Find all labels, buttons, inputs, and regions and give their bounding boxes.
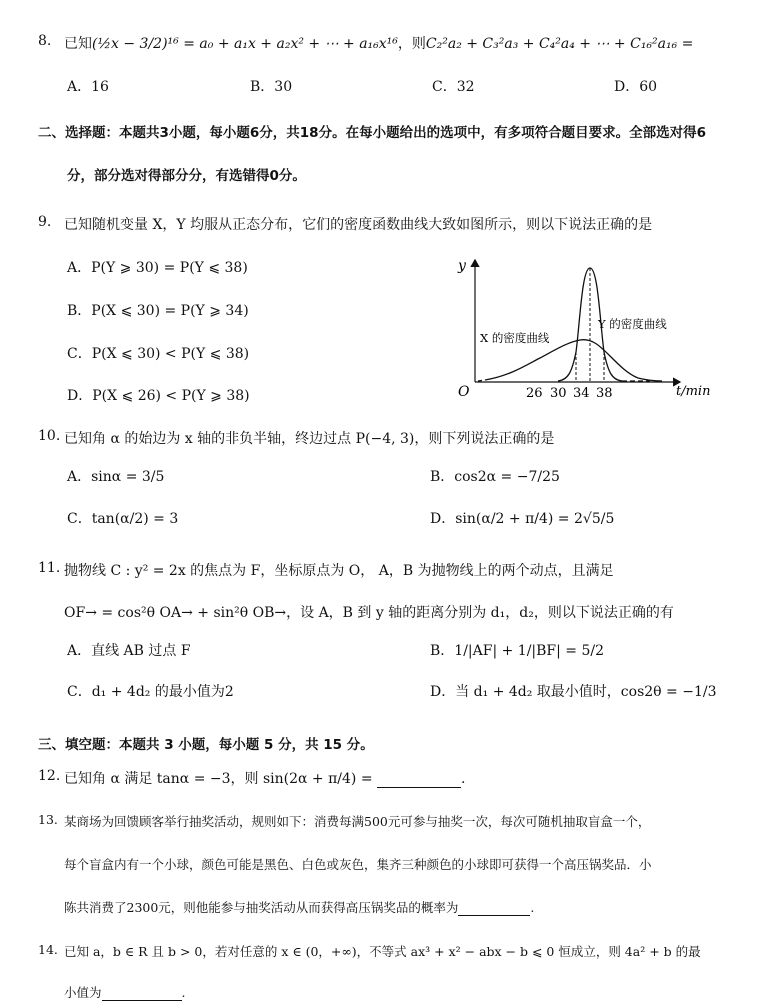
q13-line2: 每个盲盒内有一个小球，颜色可能是黑色、白色或灰色，集齐三种颜色的小球即可获得一个高压锅奖品．小	[64, 857, 652, 872]
q8-number: 8.	[38, 33, 52, 49]
section2-heading-line2: 分，部分选对得部分分，有选错得0分。	[67, 168, 306, 184]
q12-answer-blank[interactable]	[377, 771, 461, 788]
q14-tail: .	[181, 985, 186, 1000]
q8-stem	[64, 33, 693, 53]
tick-26: 26	[526, 386, 543, 401]
q13-tail: .	[530, 900, 535, 915]
q13-answer-blank[interactable]	[458, 900, 530, 916]
q12-tail: .	[461, 771, 466, 787]
q12-number: 12.	[38, 768, 61, 784]
section3-heading: 三、填空题：本题共 3 小题，每小题 5 分，共 15 分。	[38, 737, 374, 753]
q14-line2	[64, 983, 186, 1001]
q8-option-c: C．32	[432, 79, 475, 95]
q9-density-figure	[440, 252, 740, 404]
q9-option-b: B．P(X ⩽ 30) = P(Y ⩾ 34)	[67, 303, 249, 319]
x-axis-label: t/min	[676, 384, 711, 399]
q10-stem: 已知角 α 的始边为 x 轴的非负半轴，终边过点 P(−4, 3)，则下列说法正确的是	[64, 431, 555, 447]
q11-option-a: A．直线 AB 过点 F	[67, 643, 191, 659]
q14-line1: 已知 a，b ∈ R 且 b > 0，若对任意的 x ∈ (0，+∞)，不等式 ax³ + x² − abx − b ⩽ 0 恒成立，则 4a² + b 的最	[64, 944, 701, 959]
x-curve-label: X 的密度曲线	[480, 331, 550, 345]
q14-line2-text: 小值为	[64, 985, 102, 1000]
q14-answer-blank[interactable]	[102, 985, 182, 1001]
x-density-curve-tail	[478, 380, 485, 381]
q9-option-a: A．P(Y ⩾ 30) = P(Y ⩽ 38)	[67, 260, 248, 276]
q13-number: 13.	[38, 812, 58, 827]
tick-38: 38	[596, 386, 613, 401]
section2-heading-line1: 二、选择题：本题共3小题，每小题6分，共18分。在每小题给出的选项中，有多项符合题目要求。全部选对得6	[38, 125, 706, 141]
q10-option-a: A．sinα = 3/5	[67, 469, 165, 485]
y-axis-label: y	[458, 258, 466, 274]
q8-stem-lead: 已知	[64, 36, 92, 52]
q13-line3-text: 陈共消费了2300元，则他能参与抽奖活动从而获得高压锅奖品的概率为	[64, 900, 459, 915]
q10-option-d: D．sin(α/2 + π/4) = 2√5/5	[430, 511, 615, 527]
q11-stem-2: OF→ = cos²θ OA→ + sin²θ OB→，设 A，B 到 y 轴的距离分别为 d₁，d₂，则以下说法正确的有	[64, 605, 674, 621]
q13-line3	[64, 898, 534, 916]
q9-number: 9.	[38, 214, 52, 230]
tick-30: 30	[550, 386, 567, 401]
q11-stem: 抛物线 C : y² = 2x 的焦点为 F，坐标原点为 O， A，B 为抛物线上的两个动点，且满足	[64, 563, 614, 579]
q11-option-b: B．1/|AF| + 1/|BF| = 5/2	[430, 643, 605, 659]
q13-line1: 某商场为回馈顾客举行抽奖活动，规则如下：消费每满500元可参与抽奖一次，每次可随机抽取盲盒一个，	[64, 814, 651, 829]
q8-option-a: A．16	[67, 79, 109, 95]
q14-number: 14.	[38, 942, 58, 957]
q10-option-b: B．cos2α = −7/25	[430, 469, 560, 485]
origin-label: O	[458, 384, 470, 400]
tick-34: 34	[573, 386, 590, 401]
q8-expression: (½x − 3/2)¹⁶ = a₀ + a₁x + a₂x² + ⋯ + a₁₆x¹⁶	[92, 36, 398, 52]
q11-option-c: C．d₁ + 4d₂ 的最小值为2	[67, 684, 234, 700]
q9-option-c: C．P(X ⩽ 30) < P(Y ⩽ 38)	[67, 346, 250, 362]
q8-stem-mid: ，则	[397, 36, 426, 52]
q10-number: 10.	[38, 428, 61, 444]
q8-expression-2: C₂²a₂ + C₃²a₃ + C₄²a₄ + ⋯ + C₁₆²a₁₆ =	[425, 36, 694, 52]
q9-option-d: D．P(X ⩽ 26) < P(Y ⩾ 38)	[67, 388, 250, 404]
q12-line	[64, 768, 465, 788]
q10-option-c: C．tan(α/2) = 3	[67, 511, 179, 527]
y-curve-label: Y 的密度曲线	[598, 317, 667, 331]
q9-stem: 已知随机变量 X，Y 均服从正态分布，它们的密度函数曲线大致如图所示，则以下说法正确的是	[64, 217, 653, 233]
q12-stem: 已知角 α 满足 tanα = −3，则 sin(2α + π/4) =	[64, 771, 373, 787]
q8-option-d: D．60	[614, 79, 658, 95]
q8-option-b: B．30	[250, 79, 293, 95]
q11-number: 11.	[38, 560, 61, 576]
q11-option-d: D．当 d₁ + 4d₂ 取最小值时，cos2θ = −1/3	[430, 684, 717, 700]
